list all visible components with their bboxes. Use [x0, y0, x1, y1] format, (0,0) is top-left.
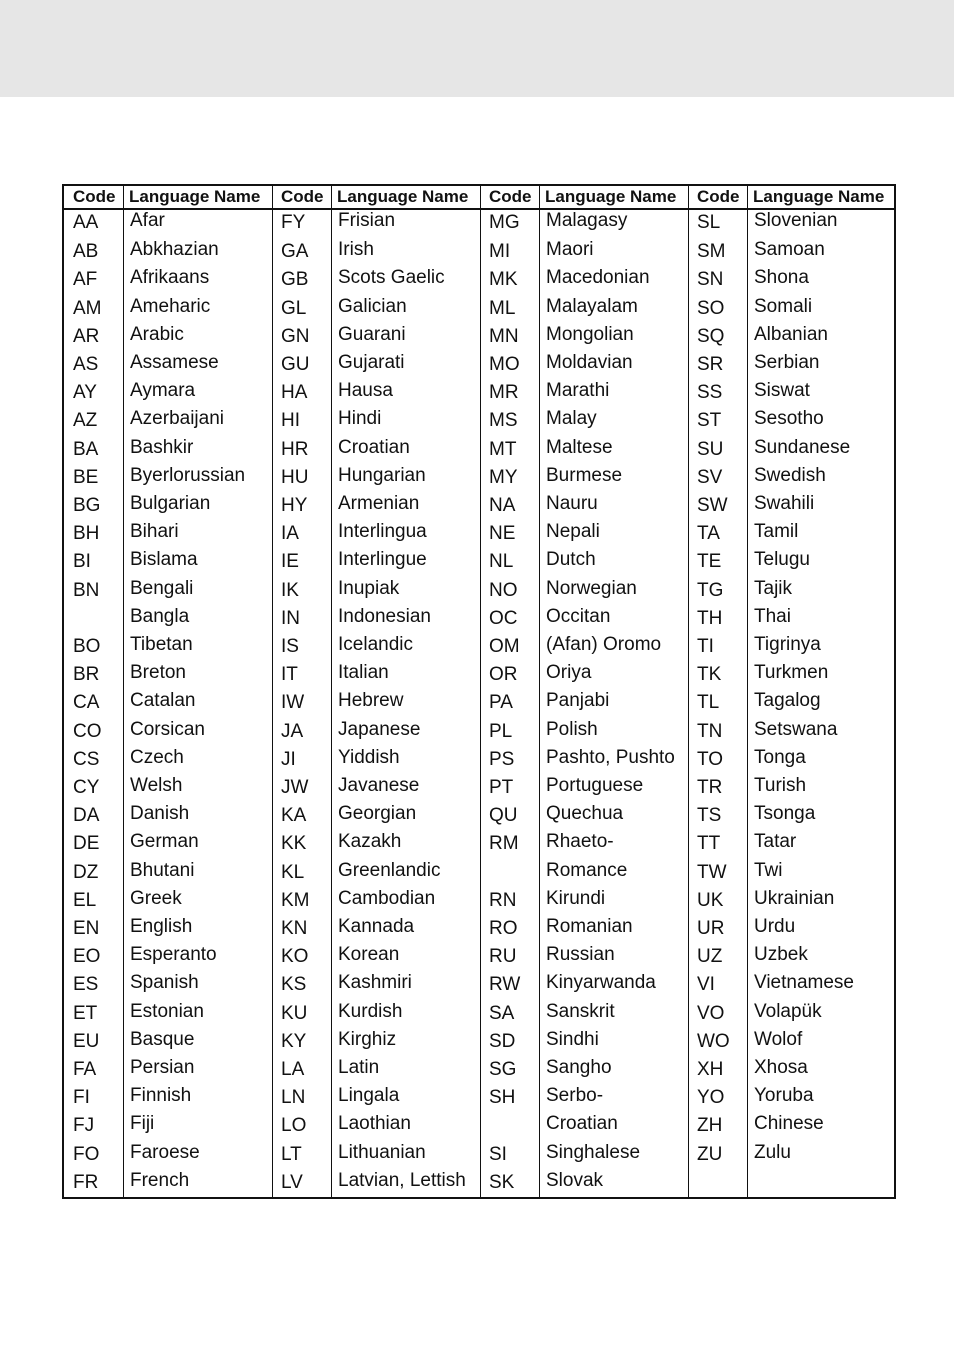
language-code-cell: HY — [281, 495, 308, 516]
language-code-cell: CY — [73, 777, 100, 798]
language-code-cell: SU — [697, 438, 724, 460]
language-name-cell: Greenlandic — [338, 859, 441, 881]
language-name-cell: Slovak — [546, 1169, 604, 1191]
language-name-cell: Sanskrit — [546, 1000, 615, 1022]
language-name-cell: Yoruba — [754, 1085, 814, 1107]
language-code-cell: SI — [489, 1143, 507, 1165]
language-name-cell: Cambodian — [338, 887, 436, 909]
language-code-cell: NO — [489, 579, 518, 601]
language-name-cell: Sindhi — [546, 1028, 599, 1050]
language-code-cell: TN — [697, 720, 723, 742]
language-code-cell: PL — [489, 720, 513, 742]
language-name-cell: Breton — [130, 662, 186, 684]
language-code-cell: IT — [281, 664, 298, 686]
column-divider — [539, 186, 540, 1197]
language-name-cell: Esperanto — [130, 944, 217, 966]
header-code: Code — [281, 187, 324, 206]
language-code-cell: SS — [697, 382, 723, 404]
language-name-cell: Nepali — [546, 521, 600, 543]
language-name-cell: Samoan — [754, 239, 825, 261]
language-code-cell: FI — [73, 1087, 90, 1109]
language-name-cell: Nauru — [546, 493, 598, 514]
language-name-cell: Bhutani — [130, 859, 195, 881]
language-name-cell: Malagasy — [546, 210, 628, 231]
language-name-cell: Persian — [130, 1057, 195, 1078]
language-name-cell: Kashmiri — [338, 972, 412, 994]
language-code-cell: YO — [697, 1087, 725, 1109]
language-code-cell: UK — [697, 889, 724, 911]
language-name-cell: Finnish — [130, 1085, 192, 1107]
language-name-cell: Lingala — [338, 1085, 400, 1107]
language-code-cell: JI — [281, 748, 296, 770]
language-name-cell: Macedonian — [546, 267, 650, 289]
language-code-cell: RW — [489, 974, 521, 996]
language-code-cell: GB — [281, 269, 309, 291]
language-name-cell: Czech — [130, 746, 184, 768]
language-code-cell: KY — [281, 1030, 307, 1052]
language-code-cell: KO — [281, 946, 309, 968]
language-code-cell: BG — [73, 495, 101, 516]
language-code-cell: IN — [281, 607, 300, 629]
language-name-cell: Interlingue — [338, 549, 427, 571]
language-code-cell: MN — [489, 325, 519, 347]
language-code-cell: ES — [73, 974, 99, 996]
language-name-cell: Singhalese — [546, 1141, 641, 1163]
language-code-cell: SL — [697, 212, 721, 233]
language-name-cell: Maori — [546, 239, 594, 261]
language-name-cell: Tajik — [754, 577, 793, 599]
language-name-cell: Sundanese — [754, 436, 851, 458]
language-name-cell: Xhosa — [754, 1057, 808, 1078]
language-name-cell: Georgian — [338, 803, 417, 825]
language-name-cell: Romanian — [546, 916, 633, 937]
language-name-cell: Catalan — [130, 690, 196, 712]
language-code-cell: TI — [697, 636, 714, 657]
language-code-cell: PS — [489, 748, 515, 770]
language-code-cell: TT — [697, 833, 721, 855]
language-code-cell: GL — [281, 297, 307, 319]
language-name-cell: Tagalog — [754, 690, 821, 712]
language-name-cell: Dutch — [546, 549, 596, 571]
language-name-cell: Tamil — [754, 521, 799, 543]
language-name-cell: Shona — [754, 267, 809, 289]
language-code-cell: ZU — [697, 1143, 723, 1165]
language-name-cell: Urdu — [754, 916, 796, 937]
language-code-cell: FR — [73, 1171, 99, 1193]
language-code-cell: OC — [489, 607, 518, 629]
language-name-cell: German — [130, 831, 199, 853]
language-code-cell: RU — [489, 946, 517, 968]
language-name-cell: Tigrinya — [754, 634, 821, 655]
language-code-cell: AY — [73, 382, 97, 404]
language-code-cell: XH — [697, 1059, 724, 1080]
language-code-cell: DA — [73, 805, 100, 827]
language-code-cell: LO — [281, 1115, 307, 1137]
header-language-name: Language Name — [129, 187, 261, 206]
language-code-cell: CS — [73, 748, 100, 770]
language-code-cell: RM — [489, 833, 519, 855]
language-name-cell: Twi — [754, 859, 783, 881]
language-code-cell: FA — [73, 1059, 97, 1080]
column-divider — [480, 186, 481, 1197]
language-name-cell: Inupiak — [338, 577, 400, 599]
language-name-cell: Bangla — [130, 605, 190, 627]
language-code-cell: PA — [489, 692, 513, 714]
language-code-cell: AB — [73, 241, 99, 263]
language-code-cell: TA — [697, 523, 720, 545]
language-code-cell: MK — [489, 269, 518, 291]
language-code-cell: SG — [489, 1059, 517, 1080]
language-code-cell: BR — [73, 664, 100, 686]
header-code: Code — [489, 187, 532, 206]
language-code-cell: IA — [281, 523, 299, 545]
language-name-cell: Russian — [546, 944, 615, 966]
language-name-cell: Bihari — [130, 521, 179, 543]
language-code-cell: DZ — [73, 861, 99, 883]
language-name-cell: Uzbek — [754, 944, 808, 966]
language-code-cell: JA — [281, 720, 304, 742]
language-name-cell: Arabic — [130, 323, 184, 345]
language-code-cell: SV — [697, 466, 723, 488]
language-name-cell: Irish — [338, 239, 374, 261]
language-code-cell: VI — [697, 974, 715, 996]
language-code-cell: HI — [281, 410, 300, 432]
language-code-cell: EL — [73, 889, 97, 911]
language-code-cell: CO — [73, 720, 102, 742]
language-code-cell: EO — [73, 946, 101, 968]
language-name-cell: Corsican — [130, 718, 205, 740]
language-code-cell: BN — [73, 579, 100, 601]
language-code-cell: GN — [281, 325, 310, 347]
language-name-cell: Faroese — [130, 1141, 200, 1163]
language-name-cell: Bulgarian — [130, 493, 211, 514]
language-code-cell: TW — [697, 861, 727, 883]
top-gray-band — [0, 0, 954, 97]
language-code-cell: FY — [281, 212, 306, 233]
language-code-cell: AM — [73, 297, 102, 319]
language-name-cell: Afar — [130, 210, 165, 231]
language-code-cell: KS — [281, 974, 307, 996]
language-name-cell: Sesotho — [754, 408, 824, 430]
language-name-cell: Slovenian — [754, 210, 838, 231]
language-name-cell: Laothian — [338, 1113, 411, 1135]
language-code-cell: BE — [73, 466, 99, 488]
language-name-cell: Malay — [546, 408, 597, 430]
language-code-cell: BH — [73, 523, 100, 545]
language-name-cell: Siswat — [754, 380, 810, 402]
language-name-cell: Kurdish — [338, 1000, 403, 1022]
language-code-cell: NL — [489, 551, 514, 573]
language-code-cell: SR — [697, 354, 724, 375]
language-code-cell: IS — [281, 636, 299, 657]
language-code-cell: MG — [489, 212, 520, 233]
language-code-cell: TE — [697, 551, 722, 573]
language-code-cell: CA — [73, 692, 100, 714]
language-name-cell: Welsh — [130, 775, 183, 796]
language-code-table — [62, 184, 896, 1199]
language-code-cell: TG — [697, 579, 724, 601]
language-name-cell: French — [130, 1169, 190, 1191]
language-name-cell: Albanian — [754, 323, 828, 345]
column-divider — [123, 186, 124, 1197]
language-name-cell: Tatar — [754, 831, 797, 853]
language-name-cell: Byerlorussian — [130, 464, 246, 486]
language-code-cell: IK — [281, 579, 299, 601]
language-name-cell: Croatian — [546, 1113, 618, 1135]
language-name-cell: Malayalam — [546, 295, 638, 317]
language-code-cell: OR — [489, 664, 518, 686]
language-name-cell: Moldavian — [546, 352, 633, 373]
language-name-cell: Marathi — [546, 380, 610, 402]
language-name-cell: Japanese — [338, 718, 421, 740]
language-name-cell: Sangho — [546, 1057, 612, 1078]
language-name-cell: Occitan — [546, 605, 611, 627]
language-name-cell: Latin — [338, 1057, 380, 1078]
language-name-cell: Lithuanian — [338, 1141, 426, 1163]
language-code-cell: DE — [73, 833, 100, 855]
language-name-cell: Yiddish — [338, 746, 400, 768]
language-name-cell: Danish — [130, 803, 190, 825]
language-name-cell: Abkhazian — [130, 239, 219, 261]
column-divider — [272, 186, 273, 1197]
language-name-cell: Kinyarwanda — [546, 972, 656, 994]
language-name-cell: Norwegian — [546, 577, 637, 599]
language-name-cell: Assamese — [130, 352, 219, 373]
language-name-cell: Croatian — [338, 436, 410, 458]
language-code-cell: TK — [697, 664, 722, 686]
language-code-cell: VO — [697, 1002, 725, 1024]
language-code-cell: KN — [281, 918, 308, 939]
language-name-cell: Mongolian — [546, 323, 634, 345]
language-name-cell: Frisian — [338, 210, 396, 231]
language-name-cell: Maltese — [546, 436, 613, 458]
language-code-cell: HA — [281, 382, 308, 404]
language-code-cell: TS — [697, 805, 722, 827]
language-code-cell: MS — [489, 410, 518, 432]
language-code-cell: MI — [489, 241, 511, 263]
language-name-cell: Setswana — [754, 718, 838, 740]
language-code-cell: OM — [489, 636, 520, 657]
language-code-cell: SM — [697, 241, 726, 263]
language-code-cell: LV — [281, 1171, 303, 1193]
language-code-cell: HU — [281, 466, 309, 488]
language-code-cell: MY — [489, 466, 518, 488]
language-code-cell: WO — [697, 1030, 730, 1052]
language-name-cell: Interlingua — [338, 521, 427, 543]
language-name-cell: Kazakh — [338, 831, 402, 853]
language-code-cell: SQ — [697, 325, 725, 347]
language-code-cell: GA — [281, 241, 309, 263]
language-code-cell: GU — [281, 354, 310, 375]
language-code-cell: KK — [281, 833, 307, 855]
language-name-cell: Basque — [130, 1028, 195, 1050]
language-name-cell: Kannada — [338, 916, 415, 937]
language-name-cell: Polish — [546, 718, 598, 740]
language-code-cell: MO — [489, 354, 520, 375]
language-name-cell: Spanish — [130, 972, 199, 994]
language-name-cell: Tonga — [754, 746, 806, 768]
column-divider — [331, 186, 332, 1197]
language-name-cell: Telugu — [754, 549, 810, 571]
language-name-cell: Indonesian — [338, 605, 431, 627]
language-name-cell: Swedish — [754, 464, 826, 486]
language-code-cell: IW — [281, 692, 305, 714]
language-name-cell: Portuguese — [546, 775, 644, 796]
language-code-cell: AA — [73, 212, 99, 233]
language-code-cell: MR — [489, 382, 519, 404]
language-name-cell: Bislama — [130, 549, 198, 571]
language-code-cell: AS — [73, 354, 99, 375]
language-code-cell: SA — [489, 1002, 515, 1024]
language-name-cell: Rhaeto- — [546, 831, 614, 853]
language-name-cell: Galician — [338, 295, 407, 317]
language-code-cell: EN — [73, 918, 100, 939]
language-code-cell: RN — [489, 889, 517, 911]
language-name-cell: Kirundi — [546, 887, 606, 909]
header-code: Code — [697, 187, 740, 206]
language-name-cell: Oriya — [546, 662, 592, 684]
language-code-cell: ZH — [697, 1115, 723, 1137]
language-name-cell: Tsonga — [754, 803, 816, 825]
language-code-cell: LA — [281, 1059, 305, 1080]
language-name-cell: Hausa — [338, 380, 393, 402]
language-code-cell: SN — [697, 269, 724, 291]
language-name-cell: Swahili — [754, 493, 815, 514]
language-name-cell: Hungarian — [338, 464, 426, 486]
language-name-cell: Korean — [338, 944, 400, 966]
language-code-cell: UR — [697, 918, 725, 939]
language-code-cell: SH — [489, 1087, 516, 1109]
language-name-cell: Turkmen — [754, 662, 829, 684]
language-name-cell: Vietnamese — [754, 972, 854, 994]
language-code-cell: UZ — [697, 946, 723, 968]
language-code-cell: IE — [281, 551, 299, 573]
language-name-cell: Serbo- — [546, 1085, 604, 1107]
language-code-cell: SK — [489, 1171, 515, 1193]
language-code-cell: SW — [697, 495, 728, 516]
language-name-cell: Turish — [754, 775, 807, 796]
language-code-cell: LN — [281, 1087, 306, 1109]
language-name-cell: Guarani — [338, 323, 406, 345]
language-name-cell: Latvian, Lettish — [338, 1169, 466, 1191]
column-divider — [747, 186, 748, 1197]
language-name-cell: Panjabi — [546, 690, 610, 712]
language-code-cell: AF — [73, 269, 98, 291]
language-name-cell: Aymara — [130, 380, 196, 402]
header-language-name: Language Name — [753, 187, 885, 206]
language-name-cell: Javanese — [338, 775, 420, 796]
language-name-cell: Kirghiz — [338, 1028, 397, 1050]
language-name-cell: Scots Gaelic — [338, 267, 445, 289]
language-name-cell: Ukrainian — [754, 887, 835, 909]
language-code-cell: FO — [73, 1143, 100, 1165]
language-name-cell: Somali — [754, 295, 813, 317]
language-code-cell: BA — [73, 438, 99, 460]
language-name-cell: (Afan) Oromo — [546, 634, 662, 655]
language-name-cell: Estonian — [130, 1000, 204, 1022]
language-name-cell: Volapük — [754, 1000, 822, 1022]
language-code-cell: HR — [281, 438, 309, 460]
language-code-cell: ML — [489, 297, 516, 319]
language-code-cell: JW — [281, 777, 309, 798]
language-name-cell: Pashto, Pushto — [546, 746, 675, 768]
language-code-cell: KL — [281, 861, 305, 883]
language-code-cell: KU — [281, 1002, 308, 1024]
language-code-cell: TH — [697, 607, 723, 629]
language-code-cell: SD — [489, 1030, 516, 1052]
language-name-cell: Gujarati — [338, 352, 405, 373]
language-code-cell: RO — [489, 918, 518, 939]
language-name-cell: Romance — [546, 859, 628, 881]
language-code-cell: TL — [697, 692, 720, 714]
language-name-cell: Bashkir — [130, 436, 194, 458]
header-code: Code — [73, 187, 116, 206]
language-code-cell: FJ — [73, 1115, 95, 1137]
language-name-cell: Hindi — [338, 408, 382, 430]
language-code-cell: EU — [73, 1030, 100, 1052]
language-name-cell: Tibetan — [130, 634, 193, 655]
language-code-cell: BI — [73, 551, 91, 573]
language-name-cell: Hebrew — [338, 690, 404, 712]
language-name-cell: Armenian — [338, 493, 420, 514]
language-name-cell: Thai — [754, 605, 791, 627]
language-code-cell: ET — [73, 1002, 98, 1024]
language-code-cell: KA — [281, 805, 307, 827]
language-code-cell: TR — [697, 777, 723, 798]
language-code-cell: QU — [489, 805, 518, 827]
language-name-cell: Azerbaijani — [130, 408, 224, 430]
language-code-cell: BO — [73, 636, 101, 657]
language-code-cell: AZ — [73, 410, 98, 432]
language-name-cell: Chinese — [754, 1113, 824, 1135]
language-name-cell: Quechua — [546, 803, 624, 825]
language-code-cell: PT — [489, 777, 514, 798]
language-code-cell: NA — [489, 495, 516, 516]
language-code-cell: NE — [489, 523, 516, 545]
language-name-cell: Bengali — [130, 577, 194, 599]
language-name-cell: Icelandic — [338, 634, 413, 655]
column-divider — [688, 186, 689, 1197]
language-code-cell: TO — [697, 748, 724, 770]
language-name-cell: Afrikaans — [130, 267, 210, 289]
header-language-name: Language Name — [545, 187, 677, 206]
language-name-cell: Burmese — [546, 464, 623, 486]
language-name-cell: Wolof — [754, 1028, 803, 1050]
language-name-cell: Fiji — [130, 1113, 155, 1135]
language-name-cell: Serbian — [754, 352, 820, 373]
language-code-cell: KM — [281, 889, 310, 911]
language-code-cell: MT — [489, 438, 517, 460]
language-name-cell: English — [130, 916, 193, 937]
language-code-cell: ST — [697, 410, 722, 432]
language-name-cell: Zulu — [754, 1141, 791, 1163]
language-name-cell: Italian — [338, 662, 389, 684]
language-code-cell: SO — [697, 297, 725, 319]
header-language-name: Language Name — [337, 187, 469, 206]
language-code-cell: LT — [281, 1143, 302, 1165]
language-code-cell: AR — [73, 325, 100, 347]
language-name-cell: Greek — [130, 887, 182, 909]
language-name-cell: Ameharic — [130, 295, 211, 317]
